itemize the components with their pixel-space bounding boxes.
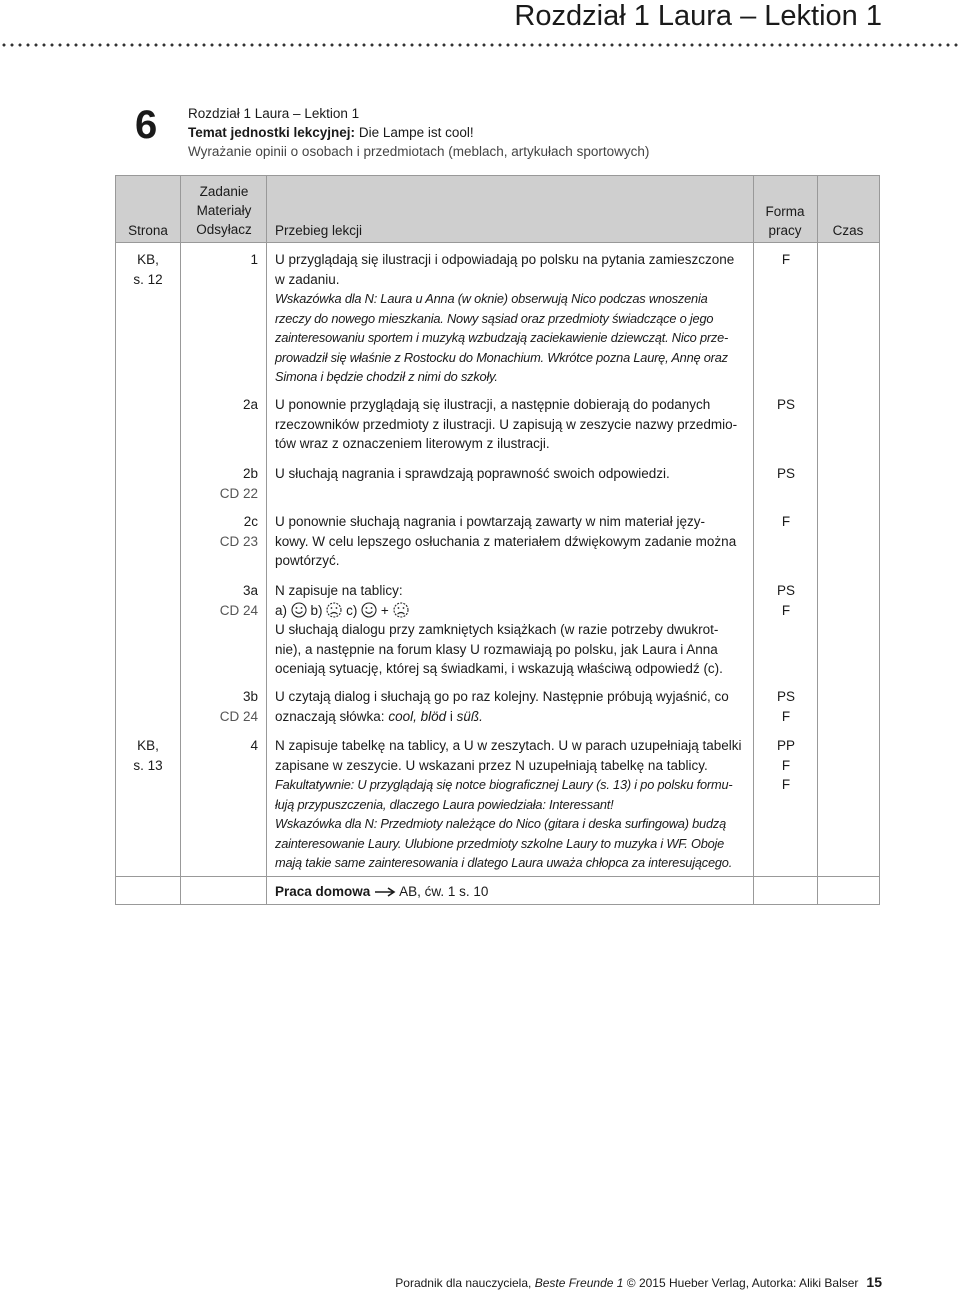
vocab-words: cool, blöd — [388, 708, 447, 724]
lesson-step — [275, 250, 745, 387]
header-forma-line1: Forma — [765, 204, 805, 219]
topic-label: Temat jednostki lekcyjnej: — [188, 125, 356, 140]
lesson-number: 6 — [135, 103, 158, 147]
homework-label: Praca domowa — [275, 884, 371, 899]
step-text: powtórzyć. — [275, 553, 340, 568]
cd-track: CD 22 — [219, 485, 258, 501]
header-zadanie-line2: Materiały — [196, 203, 252, 218]
lesson-intro — [188, 104, 649, 161]
step-text: zapisane w zeszycie. U wskazani przez N uzupełniają tabelkę na tablicy. — [275, 757, 708, 773]
lesson-step — [275, 464, 745, 484]
forma-cell — [756, 687, 816, 726]
col-divider — [753, 176, 754, 904]
lesson-step — [275, 581, 745, 679]
homework-value: AB, ćw. 1 s. 10 — [399, 884, 489, 899]
sad-face-icon — [326, 602, 342, 618]
step-text: U ponownie słuchają nagrania i powtarzają zawarty w nim materiał języ- — [275, 514, 705, 529]
step-text: oceniają sytuację, której są świadkami, i wskazują właściwą odpowiedź (c). — [275, 661, 723, 676]
strona-page: s. 13 — [133, 757, 163, 773]
cd-track: CD 23 — [219, 533, 258, 549]
cd-track: CD 24 — [219, 708, 258, 724]
task-number: 2c — [243, 514, 258, 529]
strona-book: KB, — [137, 738, 159, 753]
step-note: Simona i będzie chodził z nimi do szkoły. — [275, 369, 498, 384]
forma-cell: PS — [776, 397, 795, 412]
step-note: prowadził się właśnie z Rostocku do Monachium. Wkrótce pozna Laurę, Annę oraz — [275, 349, 728, 365]
col-divider — [266, 176, 267, 904]
step-note: Fakultatywnie: U przyglądają się notce biograficznej Laury (s. 13) i po polsku formu- — [275, 777, 733, 792]
task-number: 3a — [242, 583, 258, 598]
page-title: Rozdział 1 Laura – Lektion 1 — [514, 0, 882, 32]
step-text: N zapisuje na tablicy: — [275, 583, 403, 598]
task-number: 2a — [242, 397, 258, 412]
task-cell — [182, 581, 258, 620]
sad-face-icon — [393, 602, 409, 618]
forma-cell: F — [781, 252, 791, 267]
step-text-part: oznaczają słówka: — [275, 708, 389, 724]
step-text: U ponownie przyglądają się ilustracji, a następnie dobierają do podanych — [275, 397, 711, 412]
happy-face-icon — [361, 602, 377, 618]
task-number: 2b — [242, 466, 258, 481]
forma-value: PS — [776, 689, 795, 704]
lesson-goal: Wyrażanie opinii o osobach i przedmiotach (meblach, artykułach sportowych) — [188, 144, 650, 159]
forma-value: F — [781, 757, 791, 773]
header-divider — [116, 242, 879, 243]
page-number: 15 — [866, 1274, 882, 1290]
step-note: zainteresowanie Laury. Ulubione przedmioty szkolne Laury to muzyka i WF. Oboje — [275, 835, 725, 851]
forma-value: F — [781, 708, 791, 724]
lesson-step — [275, 395, 745, 454]
task-cell — [182, 464, 258, 503]
topic-value: Die Lampe ist cool! — [358, 125, 474, 140]
lesson-step — [275, 512, 745, 571]
col-divider — [817, 176, 818, 904]
task-cell — [182, 512, 258, 551]
option-b-label: b) — [310, 602, 323, 618]
step-text: tów wraz z oznaczeniem literowym z ilustracji. — [275, 436, 550, 451]
header-forma-line2: pracy — [768, 223, 802, 238]
lesson-step — [275, 736, 745, 873]
task-cell — [182, 687, 258, 726]
step-note: Wskazówka dla N: Przedmioty należące do Nico (gitara i deska surfingowa) budzą — [275, 816, 726, 831]
vocab-word: süß. — [456, 708, 483, 724]
step-text: rzeczowników przedmioty z ilustracji. U zapisują w zeszycie nazwy przedmio- — [275, 416, 738, 432]
col-divider — [180, 176, 181, 904]
strona-book: KB, — [137, 252, 159, 267]
page-footer — [395, 1274, 882, 1290]
step-text: U czytają dialog i słuchają go po raz kolejny. Następnie próbują wyjaśnić, co — [275, 689, 729, 704]
happy-face-icon — [291, 602, 307, 618]
lesson-chapter: Rozdział 1 Laura – Lektion 1 — [188, 106, 360, 121]
forma-cell: F — [781, 514, 791, 529]
footer-text: © 2015 Hueber Verlag, Autorka: Aliki Balser — [623, 1276, 859, 1290]
header-czas: Czas — [832, 223, 864, 238]
step-text-part: i — [446, 708, 457, 724]
step-text — [275, 707, 745, 727]
step-note: mają takie same zainteresowania i dlatego Laura uważa chłopca za interesującego. — [275, 855, 733, 870]
footer-text: Poradnik dla nauczyciela, — [395, 1276, 535, 1290]
step-text: N zapisuje tabelkę na tablicy, a U w zeszytach. U w parach uzupełniają tabelki — [275, 738, 742, 753]
plus-sign: + — [380, 602, 389, 618]
option-a-label: a) — [275, 602, 288, 618]
header-strona: Strona — [128, 223, 168, 238]
option-c-label: c) — [346, 602, 358, 618]
footer-book-title: Beste Freunde 1 — [534, 1276, 624, 1290]
header-zadanie-line3: Odsyłacz — [196, 222, 252, 237]
step-text: U przyglądają się ilustracji i odpowiadają po polsku na pytania zamieszczone — [275, 252, 735, 267]
step-text: U słuchają nagrania i sprawdzają poprawność swoich odpowiedzi. — [275, 466, 670, 481]
step-text: nie), a następnie na forum klasy U rozmawiają po polsku, jak Laura i Anna — [275, 641, 718, 657]
step-note: rzeczy do nowego mieszkania. Nowy sąsiad oraz przedmioty świadczące o jego — [275, 310, 714, 326]
dotted-divider — [0, 42, 960, 48]
task-cell — [182, 395, 258, 415]
lesson-step — [275, 687, 745, 726]
step-text: kowy. W celu lepszego osłuchania z materiałem dźwiękowym zadanie można — [275, 533, 737, 549]
task-number: 3b — [242, 689, 258, 704]
forma-value: PS — [776, 583, 795, 598]
header-przebieg: Przebieg lekcji — [275, 223, 363, 238]
homework — [275, 882, 488, 902]
lesson-table — [115, 175, 880, 905]
forma-value: F — [781, 602, 791, 618]
step-text: w zadaniu. — [275, 271, 340, 287]
step-note: łują przypuszczenia, dlaczego Laura powiedziała: Interessant! — [275, 796, 614, 812]
strona-page: s. 12 — [133, 271, 163, 287]
strona-cell — [116, 736, 180, 775]
header-zadanie — [182, 182, 266, 239]
step-note: zainteresowaniu sportem i muzyką wzbudzają zaciekawienie dziewcząt. Nico prze- — [275, 330, 729, 345]
cd-track: CD 24 — [219, 602, 258, 618]
forma-value: F — [781, 777, 791, 792]
arrow-right-icon — [374, 887, 396, 897]
task-cell — [182, 736, 258, 756]
header-zadanie-line1: Zadanie — [199, 184, 249, 199]
emotion-options — [275, 601, 745, 621]
homework-divider — [116, 876, 879, 877]
task-cell — [182, 250, 258, 270]
header-forma — [753, 202, 817, 240]
strona-cell — [116, 250, 180, 289]
lesson-topic — [188, 123, 649, 142]
forma-cell — [756, 581, 816, 620]
step-note: Wskazówka dla N: Laura u Anna (w oknie) obserwują Nico podczas wnoszenia — [275, 291, 708, 306]
forma-value: PP — [776, 738, 795, 753]
step-text: U słuchają dialogu przy zamkniętych książkach (w razie potrzeby dwukrot- — [275, 622, 719, 637]
task-number: 1 — [250, 252, 258, 267]
forma-cell: PS — [776, 466, 795, 481]
task-number: 4 — [250, 738, 258, 753]
forma-cell — [756, 736, 816, 795]
